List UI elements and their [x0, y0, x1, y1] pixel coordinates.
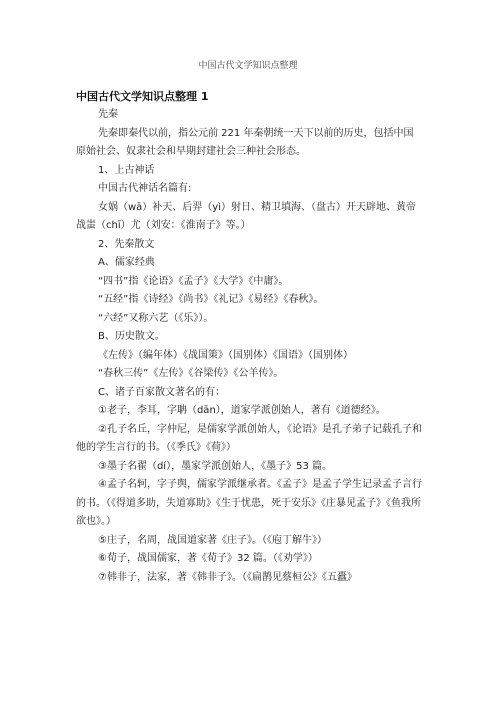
paragraph: 先秦: [98, 109, 118, 120]
paragraph: ②孔子名丘，字仲尼，是儒家学派创始人，《论语》是孔子弟子记载孔子和他的学生言行的书。（《季氏》《荷》）: [76, 423, 422, 453]
paragraph: ⑤庄子，名周，战国道家著《庄子》。（《庖丁解牛》）: [98, 534, 327, 546]
paragraph: “春秋三传”《左传》《谷梁传》《公羊传》。: [98, 368, 284, 379]
paragraph: ⑦韩非子，法家，著《韩非子》。（《扁鹊见蔡桓公》《五蠹》: [98, 571, 357, 583]
paragraph: 《左传》（编年体）《战国策》（国别体）《国语》（国别体）: [98, 349, 353, 361]
paragraph: 中国古代神话名篇有:: [98, 183, 192, 194]
paragraph: ④孟子名轲，字子舆，儒家学派继承者。《孟子》是孟子学生记录孟子言行的书。（《得道多助，失道寡助》《生于忧患，死于安乐》《庄暴见孟子》《鱼我所欲也》。）: [76, 479, 422, 527]
paragraph: A、儒家经典: [98, 257, 155, 268]
paragraph: 1、上古神话: [98, 164, 155, 176]
paragraph: “五经”指《诗经》《尚书》《礼记》《易经》《春秋》。: [98, 294, 324, 305]
document-body: [76, 88, 422, 587]
paragraph: C、诸子百家散文著名的有：: [98, 386, 225, 398]
document-title: 中国古代文学知识点整理 1: [76, 90, 209, 103]
paragraph: ⑥荀子，战国儒家，著《荀子》32 篇。（《劝学》）: [98, 553, 318, 564]
paragraph: “六经”又称六艺（《乐》）。: [98, 312, 214, 324]
paragraph: B、历史散文。: [98, 331, 165, 342]
paragraph: 女娲（wā）补天、后羿（yì）射日、精卫填海、（盘古）开天辟地、黄帝战蚩（chī）尤（刘安：《淮南子》等。）: [76, 201, 417, 231]
running-header: 中国古代文学知识点整理: [198, 61, 298, 71]
paragraph: 先秦即秦代以前，指公元前 221 年秦朝统一天下以前的历史，包括中国原始社会、奴隶社会和早期封建社会三种社会形态。: [76, 127, 414, 157]
paragraph: “四书”指《论语》《孟子》《大学》《中庸》。: [98, 275, 289, 287]
paragraph: 2、先秦散文: [98, 238, 155, 250]
paragraph: ①老子，李耳，字聃（dān），道家学派创始人，著有《道德经》。: [98, 405, 386, 416]
paragraph: ③墨子名翟（dí），墨家学派创始人，《墨子》53 篇。: [98, 460, 332, 472]
